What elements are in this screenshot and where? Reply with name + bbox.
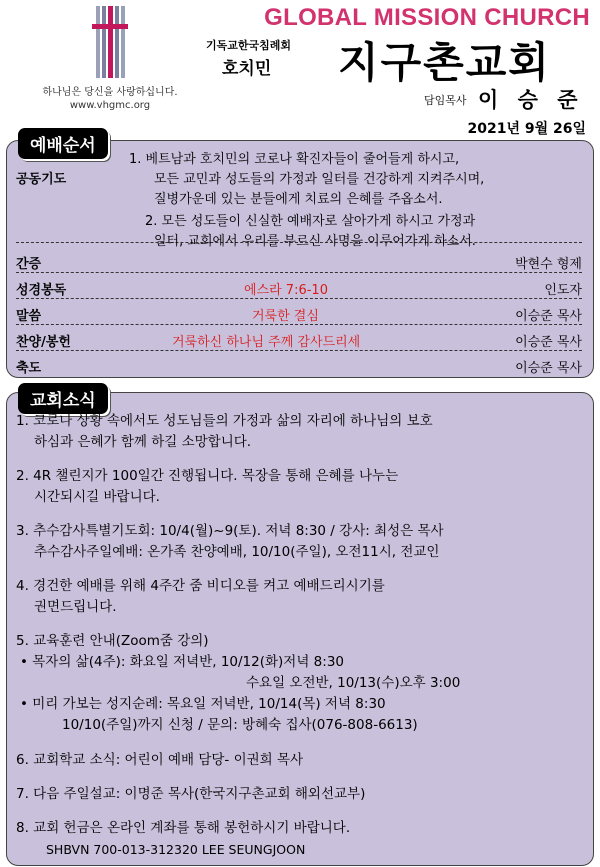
order-row-benediction: 축도 이승준 목사 — [16, 361, 582, 376]
city-name: 호치민 — [222, 59, 272, 79]
pastor-name: 이 승 준 — [478, 88, 584, 112]
denomination: 기독교한국침례회 — [206, 39, 292, 52]
order-row-sermon: 말씀 거룩한 결심 이승준 목사 — [16, 302, 582, 325]
church-news-title: 교회소식 — [18, 383, 108, 414]
common-prayer-row — [16, 150, 582, 249]
church-logo — [92, 6, 128, 78]
order-row-scripture: 성경봉독 에스라 7:6-10 인도자 — [16, 276, 582, 299]
news-item-8: 8. 교회 헌금은 온라인 계좌를 통해 봉헌하시기 바랍니다. SHBVN 700-013-312320 LEE SEUNGJOON — [16, 820, 351, 857]
church-name: 지구촌교회 — [338, 38, 551, 87]
news-item-7: 7. 다음 주일설교: 이명준 목사(한국지구촌교회 해외선교부) — [16, 786, 366, 802]
news-item-6: 6. 교회학교 소식: 어린이 예배 담당- 이권희 목사 — [16, 752, 304, 768]
church-website[interactable]: www.vhgmc.org — [69, 100, 151, 111]
order-row-offering: 찬양/봉헌 거룩하신 하나님 주께 감사드리세 이승준 목사 — [16, 328, 582, 351]
church-english-name: GLOBAL MISSION CHURCH — [264, 4, 590, 31]
news-item-1: 1. 코로나 상황 속에서도 성도님들의 가정과 삶의 자리에 하나님의 보호 하심과 은혜가 함께 하길 소망합니다. — [16, 413, 433, 450]
worship-order-title: 예배순서 — [18, 128, 108, 159]
prayer-text: 1. 베트남과 호치민의 코로나 확진자들이 줄어들게 하시고, 모든 교민과 성도들의 가정과 일터를 건강하게 지켜주시며, 질병가운데 있는 분들에게 치료의 은혜를 주옵소서. 2. 모든 성도들이 신실한 예배자로 살아가게 하시고 가정과 일터, 교회에서 우리를 부르신 사명을 이루어가게 하소서. — [129, 152, 485, 249]
order-row-testimony: 간증 박현수 형제 — [16, 250, 582, 273]
news-item-5: 5. 교육훈련 안내(Zoom줌 강의) • 목자의 삶(4주): 화요일 저녁반, 10/12(화)저녁 8:30 수요일 오전반, 10/13(수)오후 3:00 • 미리 가보는 성지순례: 목요일 저녁반, 10/14(목) 저녁 8:30 10/10(주일)까지 신청 / 문의: 방혜숙 집사(076-808-6613) — [16, 633, 461, 733]
news-item-3: 3. 추수감사특별기도회: 10/4(월)~9(토). 저녁 8:30 / 강사: 최성은 목사 추수감사주일예배: 온가족 찬양예배, 10/10(주일), 오전11시, 전교인 — [16, 523, 444, 560]
pastor-label: 담임목사 — [424, 94, 467, 107]
bulletin-date: 2021년 9월 26일 — [467, 121, 586, 137]
prayer-label: 공동기도 — [16, 172, 67, 187]
news-item-4: 4. 경건한 예배를 위해 4주간 줌 비디오를 켜고 예배드리시기를 권면드립니다. — [16, 578, 385, 615]
church-motto: 하나님은 당신을 사랑하십니다. www.vhgmc.org — [30, 86, 190, 112]
news-item-2: 2. 4R 챌린지가 100일간 진행됩니다. 목장을 통해 은혜를 나누는 시간되시길 바랍니다. — [16, 468, 399, 505]
